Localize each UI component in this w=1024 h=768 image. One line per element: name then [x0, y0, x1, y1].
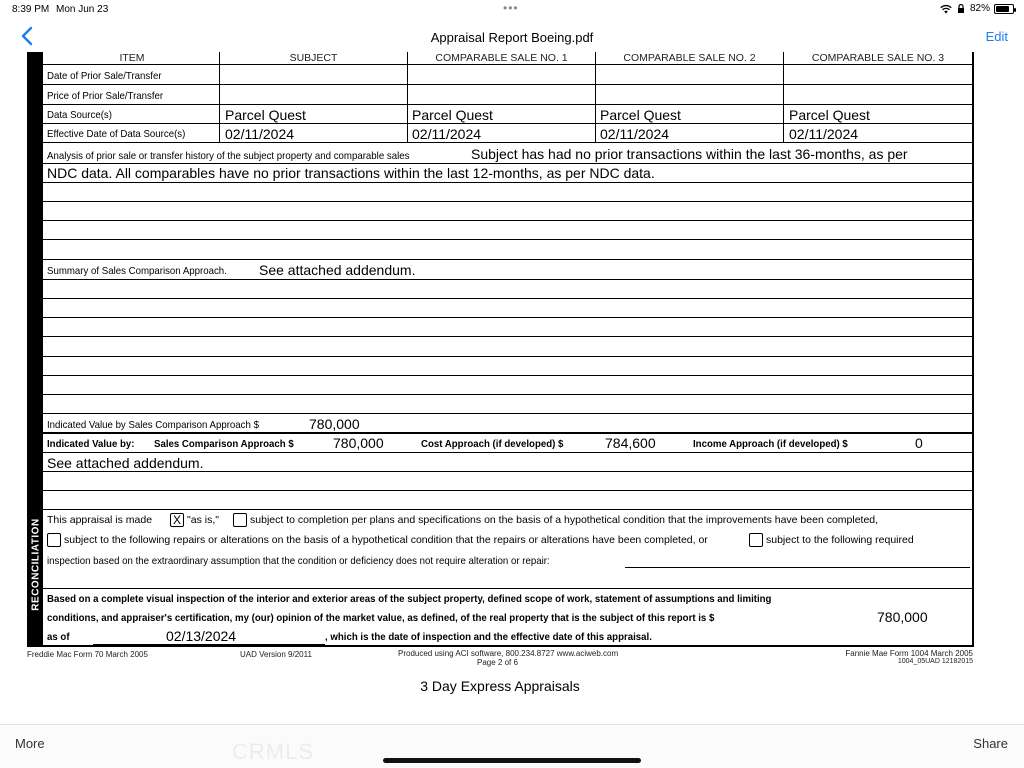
col-header-comp2: COMPARABLE SALE NO. 2 [623, 52, 756, 64]
repairs-label: subject to the following repairs or alterations on the basis of a hypothetical condition that the repairs or alterations have been completed, or [64, 534, 708, 546]
recon-sca-value: 780,000 [333, 435, 384, 451]
recon-cost-value: 784,600 [605, 435, 656, 451]
row-label-effective-date: Effective Date of Data Source(s) [47, 128, 186, 140]
cell-effective-date-comp3: 02/11/2024 [789, 126, 859, 142]
inspection-checkbox[interactable] [749, 533, 763, 547]
cell-data-source-comp2: Parcel Quest [600, 107, 681, 123]
row-label-data-source: Data Source(s) [47, 109, 112, 121]
as-of-date: 02/13/2024 [166, 628, 237, 644]
battery-icon [994, 4, 1014, 14]
footer-produced: Produced using ACI software, 800.234.8727 www.aciweb.com [398, 649, 619, 658]
pdf-page[interactable] [25, 52, 975, 692]
final-opinion-line1: Based on a complete visual inspection of the interior and exterior areas of the subject property, defined scope of work, statement of assumptions and limiting [47, 593, 772, 605]
wifi-icon [940, 4, 952, 14]
cell-effective-date-comp1: 02/11/2024 [412, 126, 482, 142]
recon-income-value: 0 [915, 435, 923, 451]
cell-data-source-subject: Parcel Quest [225, 107, 306, 123]
col-header-comp1: COMPARABLE SALE NO. 1 [435, 52, 568, 64]
company-name: 3 Day Express Appraisals [420, 678, 580, 694]
final-opinion-line2: conditions, and appraiser's certification, my (our) opinion of the market value, as defined, of the real property that is the subject of this report is $ [47, 612, 715, 624]
lock-rotation-icon [956, 4, 966, 14]
cell-data-source-comp3: Parcel Quest [789, 107, 870, 123]
recon-sca-label: Sales Comparison Approach $ [154, 438, 294, 450]
analysis-text-line1: Subject has had no prior transactions within the last 36-months, as per [471, 146, 908, 162]
edit-button[interactable]: Edit [985, 29, 1008, 44]
as-is-label: "as is," [187, 514, 220, 526]
appraisal-made-label: This appraisal is made [47, 514, 153, 526]
status-bar [0, 0, 1024, 18]
recon-income-label: Income Approach (if developed) $ [693, 438, 848, 450]
cell-data-source-comp1: Parcel Quest [412, 107, 493, 123]
completion-label: subject to completion per plans and specifications on the basis of a hypothetical condition that the improvements have been completed, [250, 514, 879, 526]
row-label-prior-price: Price of Prior Sale/Transfer [47, 90, 164, 102]
indicated-value-by-label: Indicated Value by: [47, 438, 135, 450]
footer-uad: UAD Version 9/2011 [240, 650, 312, 659]
inspection-label: subject to the following required [766, 534, 914, 546]
summary-label: Summary of Sales Comparison Approach. [47, 265, 227, 277]
footer-code: 1004_05UAD 12182015 [897, 658, 973, 665]
as-of-tail: , which is the date of inspection and the effective date of this appraisal. [325, 631, 652, 643]
col-header-item: ITEM [119, 52, 145, 64]
watermark-text: CRMLS [232, 739, 315, 764]
status-time: 8:39 PM [12, 4, 50, 15]
reconciliation-side-label: RECONCILIATION [30, 518, 42, 611]
analysis-label: Analysis of prior sale or transfer history of the subject property and comparable sales [47, 150, 410, 162]
nav-bar [0, 18, 1024, 56]
document-title: Appraisal Report Boeing.pdf [430, 30, 594, 45]
row-label-prior-date: Date of Prior Sale/Transfer [47, 70, 162, 82]
status-date: Mon Jun 23 [56, 4, 109, 15]
multitask-dots-icon[interactable]: ••• [503, 1, 519, 15]
recon-cost-label: Cost Approach (if developed) $ [421, 438, 564, 450]
appraisal-made-row [47, 513, 878, 527]
indicated-value-sca-label: Indicated Value by Sales Comparison Approach $ [47, 419, 259, 431]
cell-effective-date-subject: 02/11/2024 [225, 126, 295, 142]
final-value: 780,000 [877, 609, 928, 625]
summary-value: See attached addendum. [259, 262, 416, 278]
status-indicators [940, 3, 1014, 14]
indicated-value-sca-value: 780,000 [309, 416, 360, 432]
analysis-text-line2: NDC data. All comparables have no prior transactions within the last 12-months, as per NDC data. [47, 165, 655, 181]
recon-comment: See attached addendum. [47, 455, 204, 471]
repairs-row [47, 533, 708, 547]
battery-percent: 82% [969, 3, 990, 14]
as-is-checkbox[interactable]: X [170, 513, 184, 527]
completion-checkbox[interactable] [233, 513, 247, 527]
more-button[interactable]: More [15, 736, 45, 751]
repairs-checkbox[interactable] [47, 533, 61, 547]
inspection-line2: inspection based on the extraordinary assumption that the condition or deficiency does not require alteration or repair: [47, 555, 550, 567]
footer-freddie: Freddie Mac Form 70 March 2005 [27, 650, 148, 659]
cell-effective-date-comp2: 02/11/2024 [600, 126, 670, 142]
footer-page: Page 2 of 6 [477, 658, 518, 667]
footer-fannie: Fannie Mae Form 1004 March 2005 [845, 649, 973, 658]
col-header-comp3: COMPARABLE SALE NO. 3 [811, 52, 945, 64]
col-header-subject: SUBJECT [289, 52, 338, 64]
as-of-label: as of [47, 631, 70, 643]
share-button[interactable]: Share [973, 736, 1008, 751]
inspection-row [749, 533, 914, 547]
home-indicator[interactable] [383, 758, 641, 763]
